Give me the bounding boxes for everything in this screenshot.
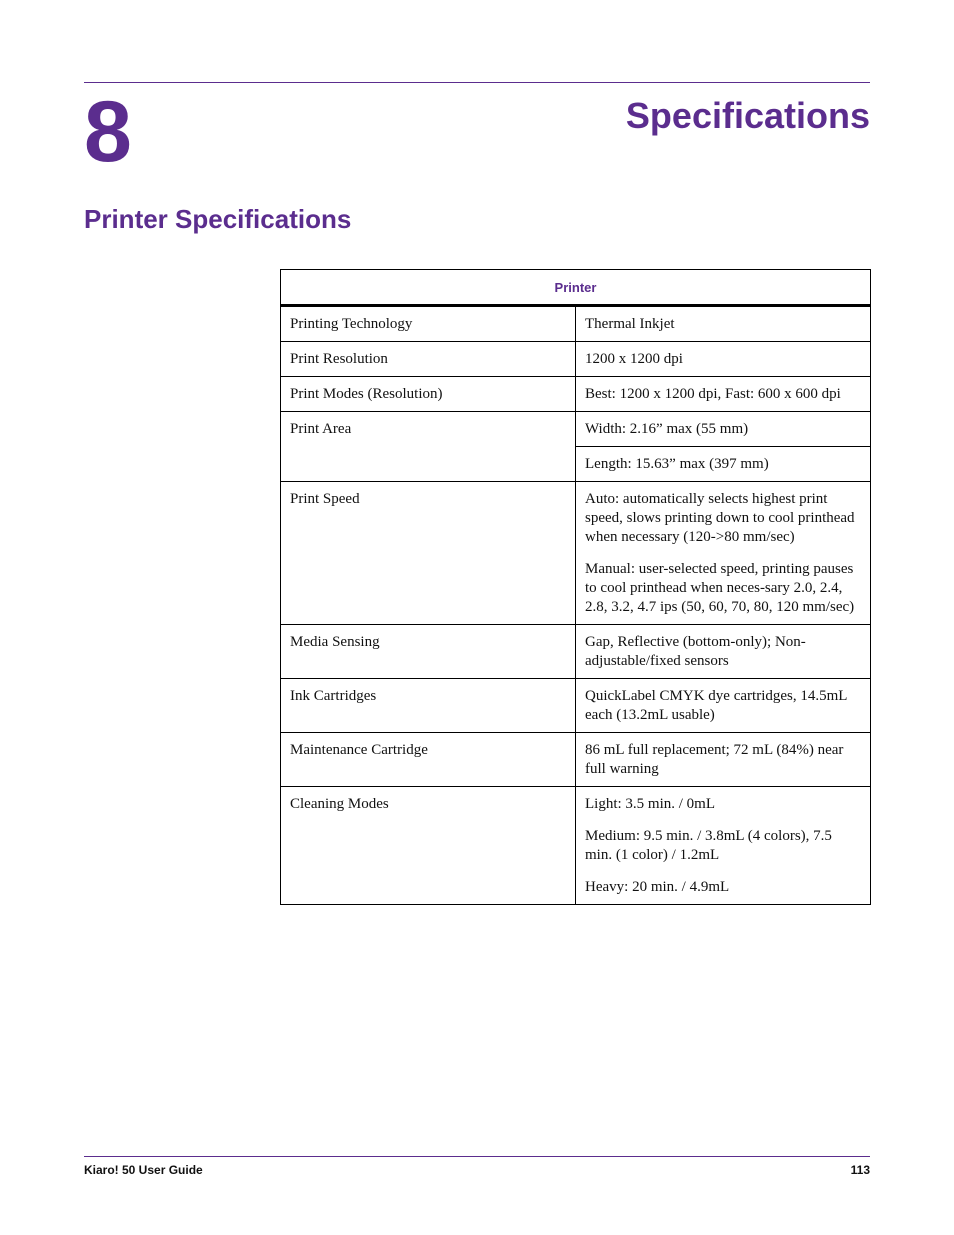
spec-value (576, 787, 871, 905)
spec-value: Gap, Reflective (bottom-only); Non-adjustable/fixed sensors (576, 625, 871, 679)
spec-value: 1200 x 1200 dpi (576, 342, 871, 377)
footer-guide-title: Kiaro! 50 User Guide (84, 1163, 203, 1177)
spec-label: Maintenance Cartridge (281, 733, 576, 787)
spec-label: Printing Technology (281, 306, 576, 342)
table-row (281, 625, 871, 679)
spec-value: Best: 1200 x 1200 dpi, Fast: 600 x 600 dpi (576, 377, 871, 412)
spec-value: 86 mL full replacement; 72 mL (84%) near full warning (576, 733, 871, 787)
spec-label: Ink Cartridges (281, 679, 576, 733)
spec-value-paragraph: Medium: 9.5 min. / 3.8mL (4 colors), 7.5 min. (1 color) / 1.2mL (585, 828, 832, 863)
table-row (281, 482, 871, 625)
table-row (281, 377, 871, 412)
header-rule (84, 82, 870, 83)
spec-value: Width: 2.16” max (55 mm) (576, 412, 871, 447)
spec-value-paragraph: Auto: automatically selects highest print speed, slows printing down to cool printhead when necessary (120->80 mm/sec) (585, 491, 855, 545)
footer-rule (84, 1156, 870, 1157)
spec-label: Print Resolution (281, 342, 576, 377)
spec-value: QuickLabel CMYK dye cartridges, 14.5mL each (13.2mL usable) (576, 679, 871, 733)
table-row (281, 412, 871, 447)
footer-page-number: 113 (850, 1163, 870, 1177)
spec-value-paragraph: Light: 3.5 min. / 0mL (585, 796, 715, 812)
spec-value (576, 482, 871, 625)
spec-label: Print Speed (281, 482, 576, 625)
spec-label: Media Sensing (281, 625, 576, 679)
table-header: Printer (281, 270, 871, 306)
table-header-row (281, 270, 871, 306)
table-row (281, 342, 871, 377)
spec-label: Cleaning Modes (281, 787, 576, 905)
table-row (281, 306, 871, 342)
section-title: Printer Specifications (84, 204, 352, 234)
spec-value: Thermal Inkjet (576, 306, 871, 342)
spec-value-paragraph: Heavy: 20 min. / 4.9mL (585, 879, 730, 895)
table-row (281, 787, 871, 905)
table-row (281, 733, 871, 787)
printer-spec-table (280, 269, 871, 905)
chapter-title: Specifications (625, 95, 870, 136)
spec-value: Length: 15.63” max (397 mm) (576, 447, 871, 482)
table-row (281, 679, 871, 733)
spec-label: Print Area (281, 412, 576, 482)
chapter-number: 8 (84, 84, 132, 180)
spec-label: Print Modes (Resolution) (281, 377, 576, 412)
spec-value-paragraph: Manual: user-selected speed, printing pauses to cool printhead when neces-sary 2.0, 2.4, 2.8, 3.2, 4.7 ips (50, 60, 70, 80, 120 mm/sec) (585, 561, 855, 615)
